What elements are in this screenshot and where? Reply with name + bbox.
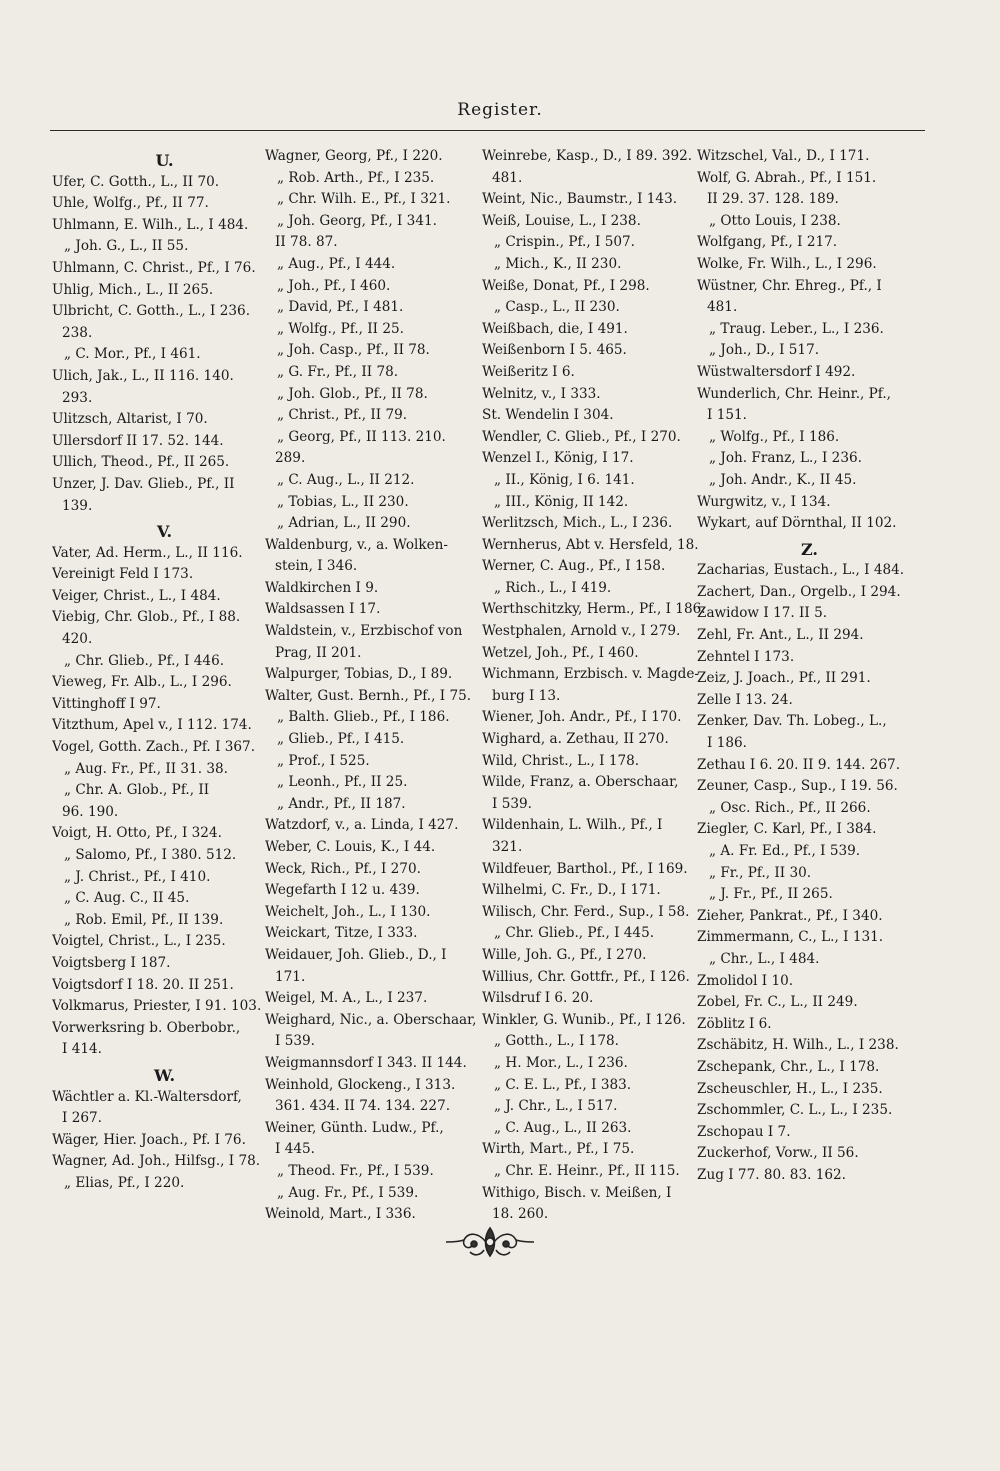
index-entry: Zelle I 13. 24.: [697, 691, 793, 708]
index-entry: Voigtsdorf I 18. 20. II 251.: [52, 976, 234, 993]
index-entry: „ Chr. Wilh. E., Pf., I 321.: [277, 191, 451, 208]
index-entry: „ Leonh., Pf., II 25.: [277, 774, 408, 791]
index-entry: Zenker, Dav. Th. Lobeg., L.,: [697, 713, 887, 730]
index-entry: „ C. Aug. C., II 45.: [64, 890, 190, 907]
index-entry: Zimmermann, C., L., I 131.: [697, 929, 884, 946]
index-entry: Weißenborn I 5. 465.: [482, 342, 627, 359]
index-entry: „ Crispin., Pf., I 507.: [494, 234, 635, 251]
index-entry: Vitzthum, Apel v., I 112. 174.: [52, 717, 252, 734]
index-entry: 481.: [707, 299, 738, 316]
index-entry: 96. 190.: [62, 803, 119, 820]
index-entry: Vieweg, Fr. Alb., L., I 296.: [52, 674, 232, 691]
index-entry: „ Aug. Fr., Pf., II 31. 38.: [64, 760, 228, 777]
index-entry: Weidauer, Joh. Glieb., D., I: [265, 946, 447, 963]
index-entry: Prag, II 201.: [275, 644, 362, 661]
index-entry: 420.: [62, 631, 93, 648]
index-entry: Westphalen, Arnold v., I 279.: [482, 623, 681, 640]
index-entry: „ C. Aug., L., II 263.: [494, 1119, 632, 1136]
index-entry: „ Balth. Glieb., Pf., I 186.: [277, 709, 450, 726]
index-entry: Willius, Chr. Gottfr., Pf., I 126.: [482, 968, 690, 985]
index-entry: Waldsassen I 17.: [265, 601, 381, 618]
index-entry: Vittinghoff I 97.: [52, 695, 161, 712]
index-entry: Wiener, Joh. Andr., Pf., I 170.: [482, 709, 682, 726]
index-entry: Weiß, Louise, L., I 238.: [482, 212, 641, 229]
index-entry: Zöblitz I 6.: [697, 1015, 772, 1032]
index-entry: Wichmann, Erzbisch. v. Magde-: [482, 666, 699, 683]
index-entry: „ Chr. Glieb., Pf., I 445.: [494, 925, 655, 942]
index-entry: „ Joh. Franz, L., I 236.: [709, 450, 862, 467]
index-entry: „ Rich., L., I 419.: [494, 579, 612, 596]
index-entry: Werlitzsch, Mich., L., I 236.: [482, 515, 673, 532]
index-entry: Ullich, Theod., Pf., II 265.: [52, 454, 230, 471]
index-entry: „ Georg, Pf., II 113. 210.: [277, 428, 446, 445]
index-entry: Ulbricht, C. Gotth., L., I 236.: [52, 303, 251, 320]
index-entry: „ Adrian, L., II 290.: [277, 515, 411, 532]
index-entry: Weint, Nic., Baumstr., I 143.: [482, 191, 678, 208]
index-entry: „ Fr., Pf., II 30.: [709, 864, 812, 881]
index-entry: Zschäbitz, H. Wilh., L., I 238.: [697, 1037, 899, 1054]
index-entry: Wolke, Fr. Wilh., L., I 296.: [697, 255, 877, 272]
index-entry: Voigtel, Christ., L., I 235.: [52, 933, 226, 950]
index-entry: Zschopau I 7.: [697, 1123, 791, 1140]
index-entry: Zehl, Fr. Ant., L., II 294.: [697, 627, 864, 644]
index-entry: Winkler, G. Wunib., Pf., I 126.: [482, 1011, 686, 1028]
index-entry: Uhlig, Mich., L., II 265.: [52, 281, 214, 298]
index-entry: Wildfeuer, Barthol., Pf., I 169.: [482, 860, 688, 877]
index-entry: I 186.: [707, 735, 747, 752]
index-entry: „ Tobias, L., II 230.: [277, 493, 409, 510]
index-entry: Werthschitzky, Herm., Pf., I 186.: [482, 601, 706, 618]
index-entry: „ J. Fr., Pf., II 265.: [709, 886, 833, 903]
index-entry: Weickart, Titze, I 333.: [265, 925, 418, 942]
index-entry: I 539.: [275, 1033, 315, 1050]
index-entry: I 539.: [492, 795, 532, 812]
index-entry: „ Prof., I 525.: [277, 752, 370, 769]
index-entry: „ Chr. Glieb., Pf., I 446.: [64, 652, 225, 669]
index-entry: Wegefarth I 12 u. 439.: [265, 882, 420, 899]
index-entry: Zawidow I 17. II 5.: [697, 605, 828, 622]
index-entry: Wurgwitz, v., I 134.: [697, 493, 831, 510]
index-entry: Walter, Gust. Bernh., Pf., I 75.: [265, 687, 472, 704]
index-entry: 361. 434. II 74. 134. 227.: [275, 1098, 451, 1115]
index-entry: Vater, Ad. Herm., L., II 116.: [52, 544, 243, 561]
index-entry: „ David, Pf., I 481.: [277, 299, 404, 316]
index-entry: Wilsdruf I 6. 20.: [482, 990, 594, 1007]
index-entry: II 29. 37. 128. 189.: [707, 191, 839, 208]
index-entry: Wolf, G. Abrah., Pf., I 151.: [697, 169, 877, 186]
index-entry: Uhle, Wolfg., Pf., II 77.: [52, 195, 209, 212]
index-entry: 238.: [62, 324, 93, 341]
index-column-2: [265, 146, 490, 1226]
index-entry: Uhlmann, E. Wilh., L., I 484.: [52, 216, 249, 233]
index-entry: Wetzel, Joh., Pf., I 460.: [482, 644, 639, 661]
index-entry: II 78. 87.: [275, 234, 338, 251]
index-entry: Welnitz, v., I 333.: [482, 385, 601, 402]
index-entry: Zethau I 6. 20. II 9. 144. 267.: [697, 756, 901, 773]
index-entry: Uhlmann, C. Christ., Pf., I 76.: [52, 259, 256, 276]
index-entry: I 267.: [62, 1110, 102, 1127]
index-entry: Weigmannsdorf I 343. II 144.: [265, 1054, 467, 1071]
index-entry: Weber, C. Louis, K., I 44.: [265, 839, 436, 855]
section-letter-heading: W.: [153, 1065, 176, 1085]
index-entry: Zehntel I 173.: [697, 648, 795, 665]
index-entry: Wille, Joh. G., Pf., I 270.: [482, 946, 647, 963]
index-entry: Wild, Christ., L., I 178.: [482, 752, 640, 769]
index-entry: Ullersdorf II 17. 52. 144.: [52, 432, 224, 449]
index-column-4: [697, 146, 922, 1187]
index-entry: Walpurger, Tobias, D., I 89.: [265, 666, 453, 683]
index-entry: „ Gotth., L., I 178.: [494, 1033, 619, 1050]
index-entry: Weighard, Nic., a. Oberschaar,: [265, 1011, 477, 1028]
index-entry: Zschommler, C. L., L., I 235.: [697, 1102, 893, 1119]
index-entry: burg I 13.: [492, 687, 561, 704]
index-column-1: [52, 146, 277, 1195]
index-entry: Ziegler, C. Karl, Pf., I 384.: [697, 821, 877, 838]
index-entry: „ Traug. Leber., L., I 236.: [709, 320, 884, 337]
index-entry: Zug I 77. 80. 83. 162.: [697, 1166, 847, 1183]
index-entry: „ C. Mor., Pf., I 461.: [64, 346, 201, 363]
index-entry: Wirth, Mart., Pf., I 75.: [482, 1141, 635, 1158]
index-entry: „ C. Aug., L., II 212.: [277, 471, 415, 488]
section-letter-heading: V.: [156, 522, 173, 542]
index-entry: Wilhelmi, C. Fr., D., I 171.: [482, 882, 661, 899]
index-entry: „ Christ., Pf., II 79.: [277, 407, 408, 424]
index-entry: „ Chr. E. Heinr., Pf., II 115.: [494, 1162, 680, 1179]
index-entry: Veiger, Christ., L., I 484.: [52, 587, 221, 604]
index-entry: „ Joh. Glob., Pf., II 78.: [277, 385, 428, 402]
index-entry: stein, I 346.: [275, 558, 358, 575]
index-entry: Weigel, M. A., L., I 237.: [265, 990, 428, 1007]
index-entry: Wenzel I., König, I 17.: [482, 450, 634, 467]
index-entry: Weißbach, die, I 491.: [482, 320, 628, 337]
index-entry: Wüstner, Chr. Ehreg., Pf., I: [697, 277, 882, 294]
index-entry: „ J. Christ., Pf., I 410.: [64, 868, 211, 885]
index-entry: Wighard, a. Zethau, II 270.: [482, 731, 669, 748]
index-entry: „ Casp., L., II 230.: [494, 299, 620, 316]
index-entry: Wernherus, Abt v. Hersfeld, 18.: [482, 536, 699, 553]
index-entry: Wagner, Ad. Joh., Hilfsg., I 78.: [52, 1153, 261, 1170]
index-entry: Witzschel, Val., D., I 171.: [697, 148, 870, 164]
index-entry: „ Otto Louis, I 238.: [709, 212, 841, 229]
index-entry: „ Chr. A. Glob., Pf., II: [64, 782, 210, 799]
index-entry: „ Aug. Fr., Pf., I 539.: [277, 1184, 419, 1201]
index-entry: Zeuner, Casp., Sup., I 19. 56.: [697, 778, 898, 795]
index-entry: Zuckerhof, Vorw., II 56.: [697, 1145, 859, 1162]
index-entry: „ Joh. G., L., II 55.: [64, 238, 189, 255]
index-entry: Weiner, Günth. Ludw., Pf.,: [265, 1119, 444, 1136]
index-entry: Weichelt, Joh., L., I 130.: [265, 903, 431, 920]
index-entry: Ulich, Jak., L., II 116. 140.: [52, 367, 234, 384]
index-entry: Ufer, C. Gotth., L., II 70.: [52, 173, 220, 190]
index-entry: 293.: [62, 389, 93, 406]
index-entry: „ Glieb., Pf., I 415.: [277, 731, 405, 748]
index-entry: Wildenhain, L. Wilh., Pf., I: [482, 817, 663, 834]
index-entry: Zscheuschler, H., L., I 235.: [697, 1080, 883, 1097]
index-entry: „ G. Fr., Pf., II 78.: [277, 363, 399, 380]
index-entry: Wilisch, Chr. Ferd., Sup., I 58.: [482, 903, 690, 920]
index-entry: „ J. Chr., L., I 517.: [494, 1098, 618, 1115]
index-entry: Withigo, Bisch. v. Meißen, I: [482, 1184, 672, 1201]
index-entry: Zacharias, Eustach., L., I 484.: [697, 562, 905, 579]
index-entry: Weck, Rich., Pf., I 270.: [265, 860, 421, 877]
index-entry: 18. 260.: [492, 1206, 549, 1223]
index-entry: „ Chr., L., I 484.: [709, 950, 820, 967]
index-entry: Vogel, Gotth. Zach., Pf. I 367.: [52, 739, 256, 756]
index-entry: Weinrebe, Kasp., D., I 89. 392.: [482, 148, 693, 164]
index-entry: „ Wolfg., Pf., II 25.: [277, 320, 404, 337]
index-entry: Zachert, Dan., Orgelb., I 294.: [697, 583, 901, 600]
header-rule: [50, 130, 925, 131]
index-entry: „ Elias, Pf., I 220.: [64, 1174, 185, 1191]
index-entry: Weiße, Donat, Pf., I 298.: [482, 277, 650, 294]
index-entry: Wykart, auf Dörnthal, II 102.: [697, 515, 897, 532]
index-entry: „ Joh., D., I 517.: [709, 342, 820, 359]
index-entry: Vorwerksring b. Oberbobr.,: [52, 1019, 241, 1036]
section-letter-heading: U.: [155, 151, 174, 170]
index-entry: Wächtler a. Kl.-Waltersdorf,: [52, 1088, 242, 1105]
index-entry: St. Wendelin I 304.: [482, 407, 614, 424]
index-entry: Wilde, Franz, a. Oberschaar,: [482, 774, 679, 791]
index-entry: „ A. Fr. Ed., Pf., I 539.: [709, 843, 861, 859]
index-entry: Wagner, Georg, Pf., I 220.: [265, 148, 443, 164]
page-header: Register.: [457, 100, 543, 120]
index-entry: 481.: [492, 169, 523, 186]
index-entry: „ Mich., K., II 230.: [494, 255, 622, 272]
index-entry: 289.: [275, 450, 306, 467]
index-entry: Vereinigt Feld I 173.: [52, 566, 194, 583]
index-entry: Volkmarus, Priester, I 91. 103.: [52, 998, 262, 1015]
index-entry: Waldenburg, v., a. Wolken-: [265, 536, 449, 553]
index-entry: Wäger, Hier. Joach., Pf. I 76.: [52, 1131, 246, 1148]
index-entry: „ II., König, I 6. 141.: [494, 471, 635, 488]
index-column-3: [482, 146, 707, 1226]
index-entry: Voigtsberg I 187.: [52, 954, 171, 971]
index-entry: „ C. E. L., Pf., I 383.: [494, 1076, 632, 1093]
ornament-vignette: [440, 1222, 540, 1262]
index-entry: I 445.: [275, 1141, 315, 1158]
index-entry: „ Aug., Pf., I 444.: [277, 255, 396, 272]
index-entry: „ Wolfg., Pf., I 186.: [709, 428, 840, 445]
index-entry: I 151.: [707, 407, 747, 424]
index-entry: Werner, C. Aug., Pf., I 158.: [482, 558, 666, 575]
index-entry: Waldstein, v., Erzbischof von: [265, 623, 463, 640]
index-entry: „ H. Mor., L., I 236.: [494, 1054, 628, 1071]
index-entry: 171.: [275, 968, 306, 985]
index-entry: Weißeritz I 6.: [482, 363, 575, 380]
index-entry: Unzer, J. Dav. Glieb., Pf., II: [52, 475, 235, 492]
index-entry: I 414.: [62, 1041, 102, 1058]
index-entry: „ Joh., Pf., I 460.: [277, 277, 391, 294]
index-entry: Wüstwaltersdorf I 492.: [697, 363, 856, 380]
index-entry: Wendler, C. Glieb., Pf., I 270.: [482, 428, 681, 445]
index-entry: Weinhold, Glockeng., I 313.: [265, 1076, 456, 1093]
index-entry: Voigt, H. Otto, Pf., I 324.: [52, 825, 222, 842]
index-entry: Zmolidol I 10.: [697, 972, 794, 989]
index-entry: Viebig, Chr. Glob., Pf., I 88.: [52, 609, 241, 626]
index-entry: „ Joh. Andr., K., II 45.: [709, 471, 857, 488]
index-entry: „ Joh. Georg, Pf., I 341.: [277, 212, 437, 229]
index-entry: Zieher, Pankrat., Pf., I 340.: [697, 907, 883, 924]
index-entry: „ Osc. Rich., Pf., II 266.: [709, 799, 871, 816]
index-entry: „ Joh. Casp., Pf., II 78.: [277, 342, 430, 359]
index-entry: Zschepank, Chr., L., I 178.: [697, 1058, 880, 1075]
index-entry: „ Theod. Fr., Pf., I 539.: [277, 1162, 434, 1179]
index-entry: Zeiz, J. Joach., Pf., II 291.: [697, 670, 871, 687]
index-entry: „ Rob. Arth., Pf., I 235.: [277, 169, 435, 186]
index-entry: „ Andr., Pf., II 187.: [277, 795, 406, 812]
index-entry: Weinold, Mart., I 336.: [265, 1206, 416, 1223]
index-entry: Zobel, Fr. C., L., II 249.: [697, 994, 858, 1011]
index-entry: „ Rob. Emil, Pf., II 139.: [64, 911, 224, 928]
index-entry: 321.: [492, 839, 523, 855]
index-entry: Waldkirchen I 9.: [265, 579, 379, 596]
index-entry: Ulitzsch, Altarist, I 70.: [52, 411, 208, 428]
index-entry: Wolfgang, Pf., I 217.: [697, 234, 838, 251]
index-entry: 139.: [62, 497, 93, 514]
index-entry: Wunderlich, Chr. Heinr., Pf.,: [697, 385, 891, 402]
index-entry: „ Salomo, Pf., I 380. 512.: [64, 847, 237, 863]
index-entry: „ III., König, II 142.: [494, 493, 629, 510]
section-letter-heading: Z.: [801, 539, 818, 559]
index-entry: Watzdorf, v., a. Linda, I 427.: [265, 817, 459, 834]
